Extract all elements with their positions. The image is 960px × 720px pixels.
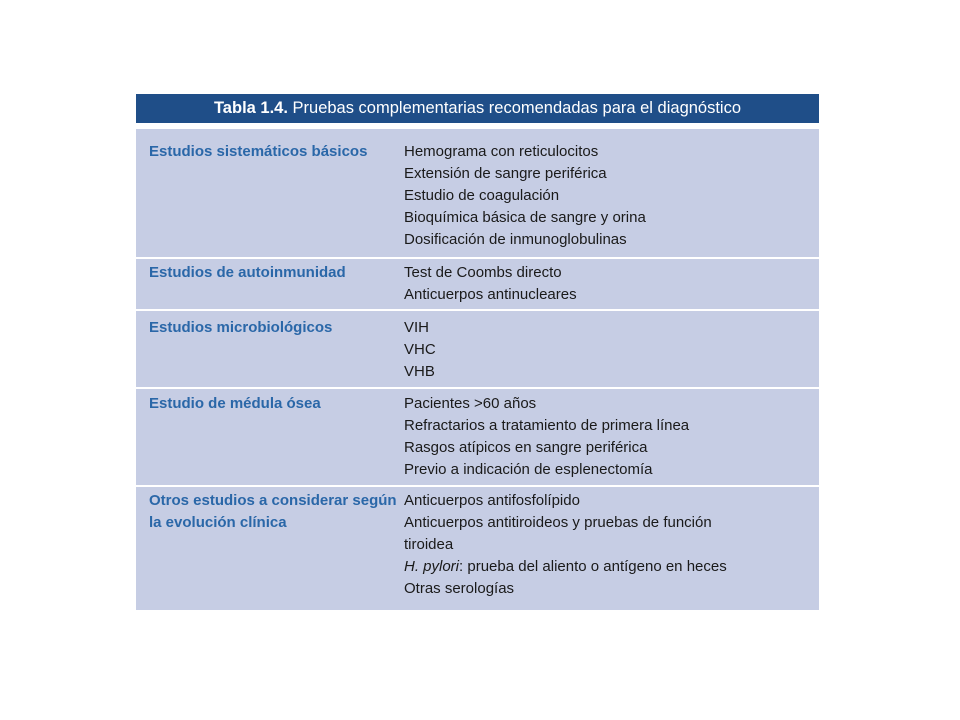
table-row — [136, 387, 819, 485]
h-pylori-name: H. pylori — [404, 558, 460, 575]
row-category-line: Otros estudios a considerar — [149, 492, 349, 509]
test-item: Anticuerpos antifosfolípido — [404, 492, 580, 509]
row-category — [136, 490, 404, 610]
row-category — [136, 141, 404, 257]
row-tests — [404, 141, 819, 257]
row-category-line: según la evolución clínica — [149, 492, 397, 531]
table-caption: Pruebas complementarias recomendadas para el diagnóstico — [287, 99, 742, 117]
test-item: Refractarios a tratamiento de primera línea — [404, 417, 690, 434]
row-tests — [404, 317, 819, 387]
test-item: Otras serologías — [404, 580, 515, 597]
test-item: Anticuerpos antitiroideos y pruebas de función — [404, 514, 712, 531]
test-item: Test de Coombs directo — [404, 264, 562, 281]
test-item: Anticuerpos antinucleares — [404, 286, 577, 303]
table-body — [136, 129, 819, 610]
test-item: Dosificación de inmunoglobulinas — [404, 231, 627, 248]
row-category-line: Estudios sistemáticos básicos — [149, 143, 368, 160]
row-category-line: Estudios de autoinmunidad — [149, 264, 346, 281]
table-number: Tabla 1.4. — [213, 99, 288, 117]
test-item: Extensión de sangre periférica — [404, 165, 607, 182]
table-title — [136, 94, 819, 123]
test-item: VHB — [404, 363, 435, 380]
table-row — [136, 485, 819, 610]
test-item: Previo a indicación de esplenectomía — [404, 461, 653, 478]
test-item: Hemograma con reticulocitos — [404, 143, 599, 160]
table-row — [136, 129, 819, 257]
row-tests — [404, 490, 819, 610]
row-category — [136, 393, 404, 485]
row-category — [136, 262, 404, 309]
test-item: Pacientes >60 años — [404, 395, 537, 412]
test-item-h-pylori — [404, 556, 819, 578]
row-tests — [404, 262, 819, 309]
row-category-line: Estudio de médula ósea — [149, 395, 321, 412]
test-item: Bioquímica básica de sangre y orina — [404, 209, 646, 226]
test-item: Estudio de coagulación — [404, 187, 560, 204]
test-item: VHC — [404, 341, 436, 358]
test-item: VIH — [404, 319, 430, 336]
test-item: tiroidea — [404, 536, 454, 553]
diagnostic-tests-table — [136, 94, 819, 610]
test-item: Rasgos atípicos en sangre periférica — [404, 439, 648, 456]
row-category — [136, 317, 404, 387]
row-category-line: Estudios microbiológicos — [149, 319, 333, 336]
h-pylori-description: : prueba del aliento o antígeno en heces — [459, 558, 727, 575]
table-row — [136, 257, 819, 309]
table-row — [136, 309, 819, 387]
row-tests — [404, 393, 819, 485]
